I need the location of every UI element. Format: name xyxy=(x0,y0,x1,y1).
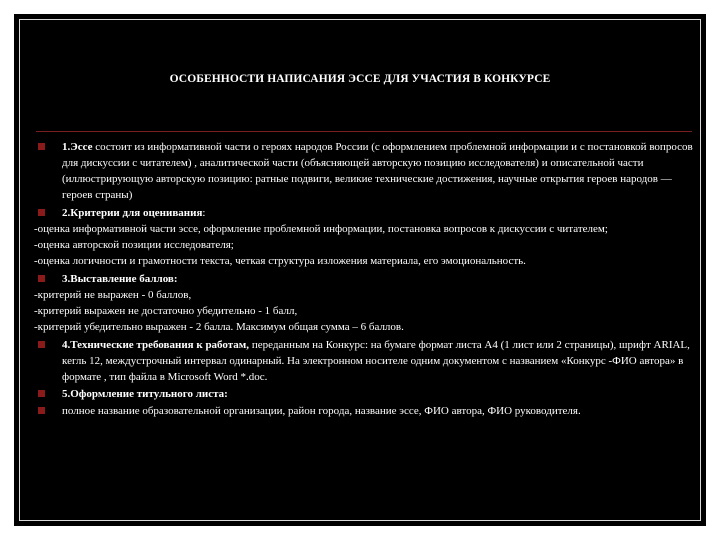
criteria-line-1: -оценка информативной части эссе, оформление проблемной информации, постановка вопросов к дискуссии с читателем; xyxy=(34,223,608,235)
bullet-essay-structure xyxy=(34,139,694,203)
title-page-heading: 5.Оформление титульного листа: xyxy=(62,388,228,400)
title-page-text: полное название образовательной организации, район города, название эссе, ФИО автора, ФИО руководителя. xyxy=(62,405,581,417)
square-bullet-icon xyxy=(38,407,45,414)
essay-text: состоит из информативной части о героях народов России (с оформлением проблемной информации и с постановкой вопросов для дискуссии с читателем) , аналитической части (объясняющей авторскую позицию исследователя) и описательной части (иллюстрирующую авторскую позицию: ратные подвиги, великие технические достижения, научные открытия героев народов — героев страны) xyxy=(62,141,693,201)
criteria-colon: : xyxy=(202,207,206,219)
scoring-heading: 3.Выставление баллов: xyxy=(62,273,178,285)
square-bullet-icon xyxy=(38,209,45,216)
slide-body xyxy=(34,137,694,419)
bullet-title-page-contents xyxy=(34,403,694,419)
bullet-title-page xyxy=(34,386,694,402)
square-bullet-icon xyxy=(38,390,45,397)
square-bullet-icon xyxy=(38,143,45,150)
scoring-line-1: -критерий не выражен - 0 баллов, xyxy=(34,289,192,301)
square-bullet-icon xyxy=(38,341,45,348)
scoring-line-2: -критерий выражен не достаточно убедительно - 1 балл, xyxy=(34,305,298,317)
criteria-line-2: -оценка авторской позиции исследователя; xyxy=(34,239,234,251)
title-divider xyxy=(36,131,692,132)
essay-heading: 1.Эссе xyxy=(62,141,93,153)
bullet-criteria xyxy=(34,205,694,221)
square-bullet-icon xyxy=(38,275,45,282)
criteria-heading: 2.Критерии для оценивания xyxy=(62,207,203,219)
technical-text: переданным на Конкурс: на бумаге формат листа А4 (1 лист или 2 страницы), шрифт ARIAL, кегль 12, междустрочный интервал одинарный. На электронном носителе одним документом с названием «Конкурс -ФИО автора» в формате , тип файла в Microsoft Word *.doc. xyxy=(62,339,690,383)
technical-heading: 4.Технические требования к работам, xyxy=(62,339,250,351)
criteria-line-3: -оценка логичности и грамотности текста, четкая структура изложения материала, его эмоциональность. xyxy=(34,255,526,267)
bullet-scoring xyxy=(34,271,694,287)
scoring-line-3: -критерий убедительно выражен - 2 балла. Максимум общая сумма – 6 баллов. xyxy=(34,321,404,333)
slide xyxy=(14,14,706,526)
bullet-technical-requirements xyxy=(34,337,694,385)
page-title: ОСОБЕННОСТИ НАПИСАНИЯ ЭССЕ ДЛЯ УЧАСТИЯ В КОНКУРСЕ xyxy=(169,73,551,85)
